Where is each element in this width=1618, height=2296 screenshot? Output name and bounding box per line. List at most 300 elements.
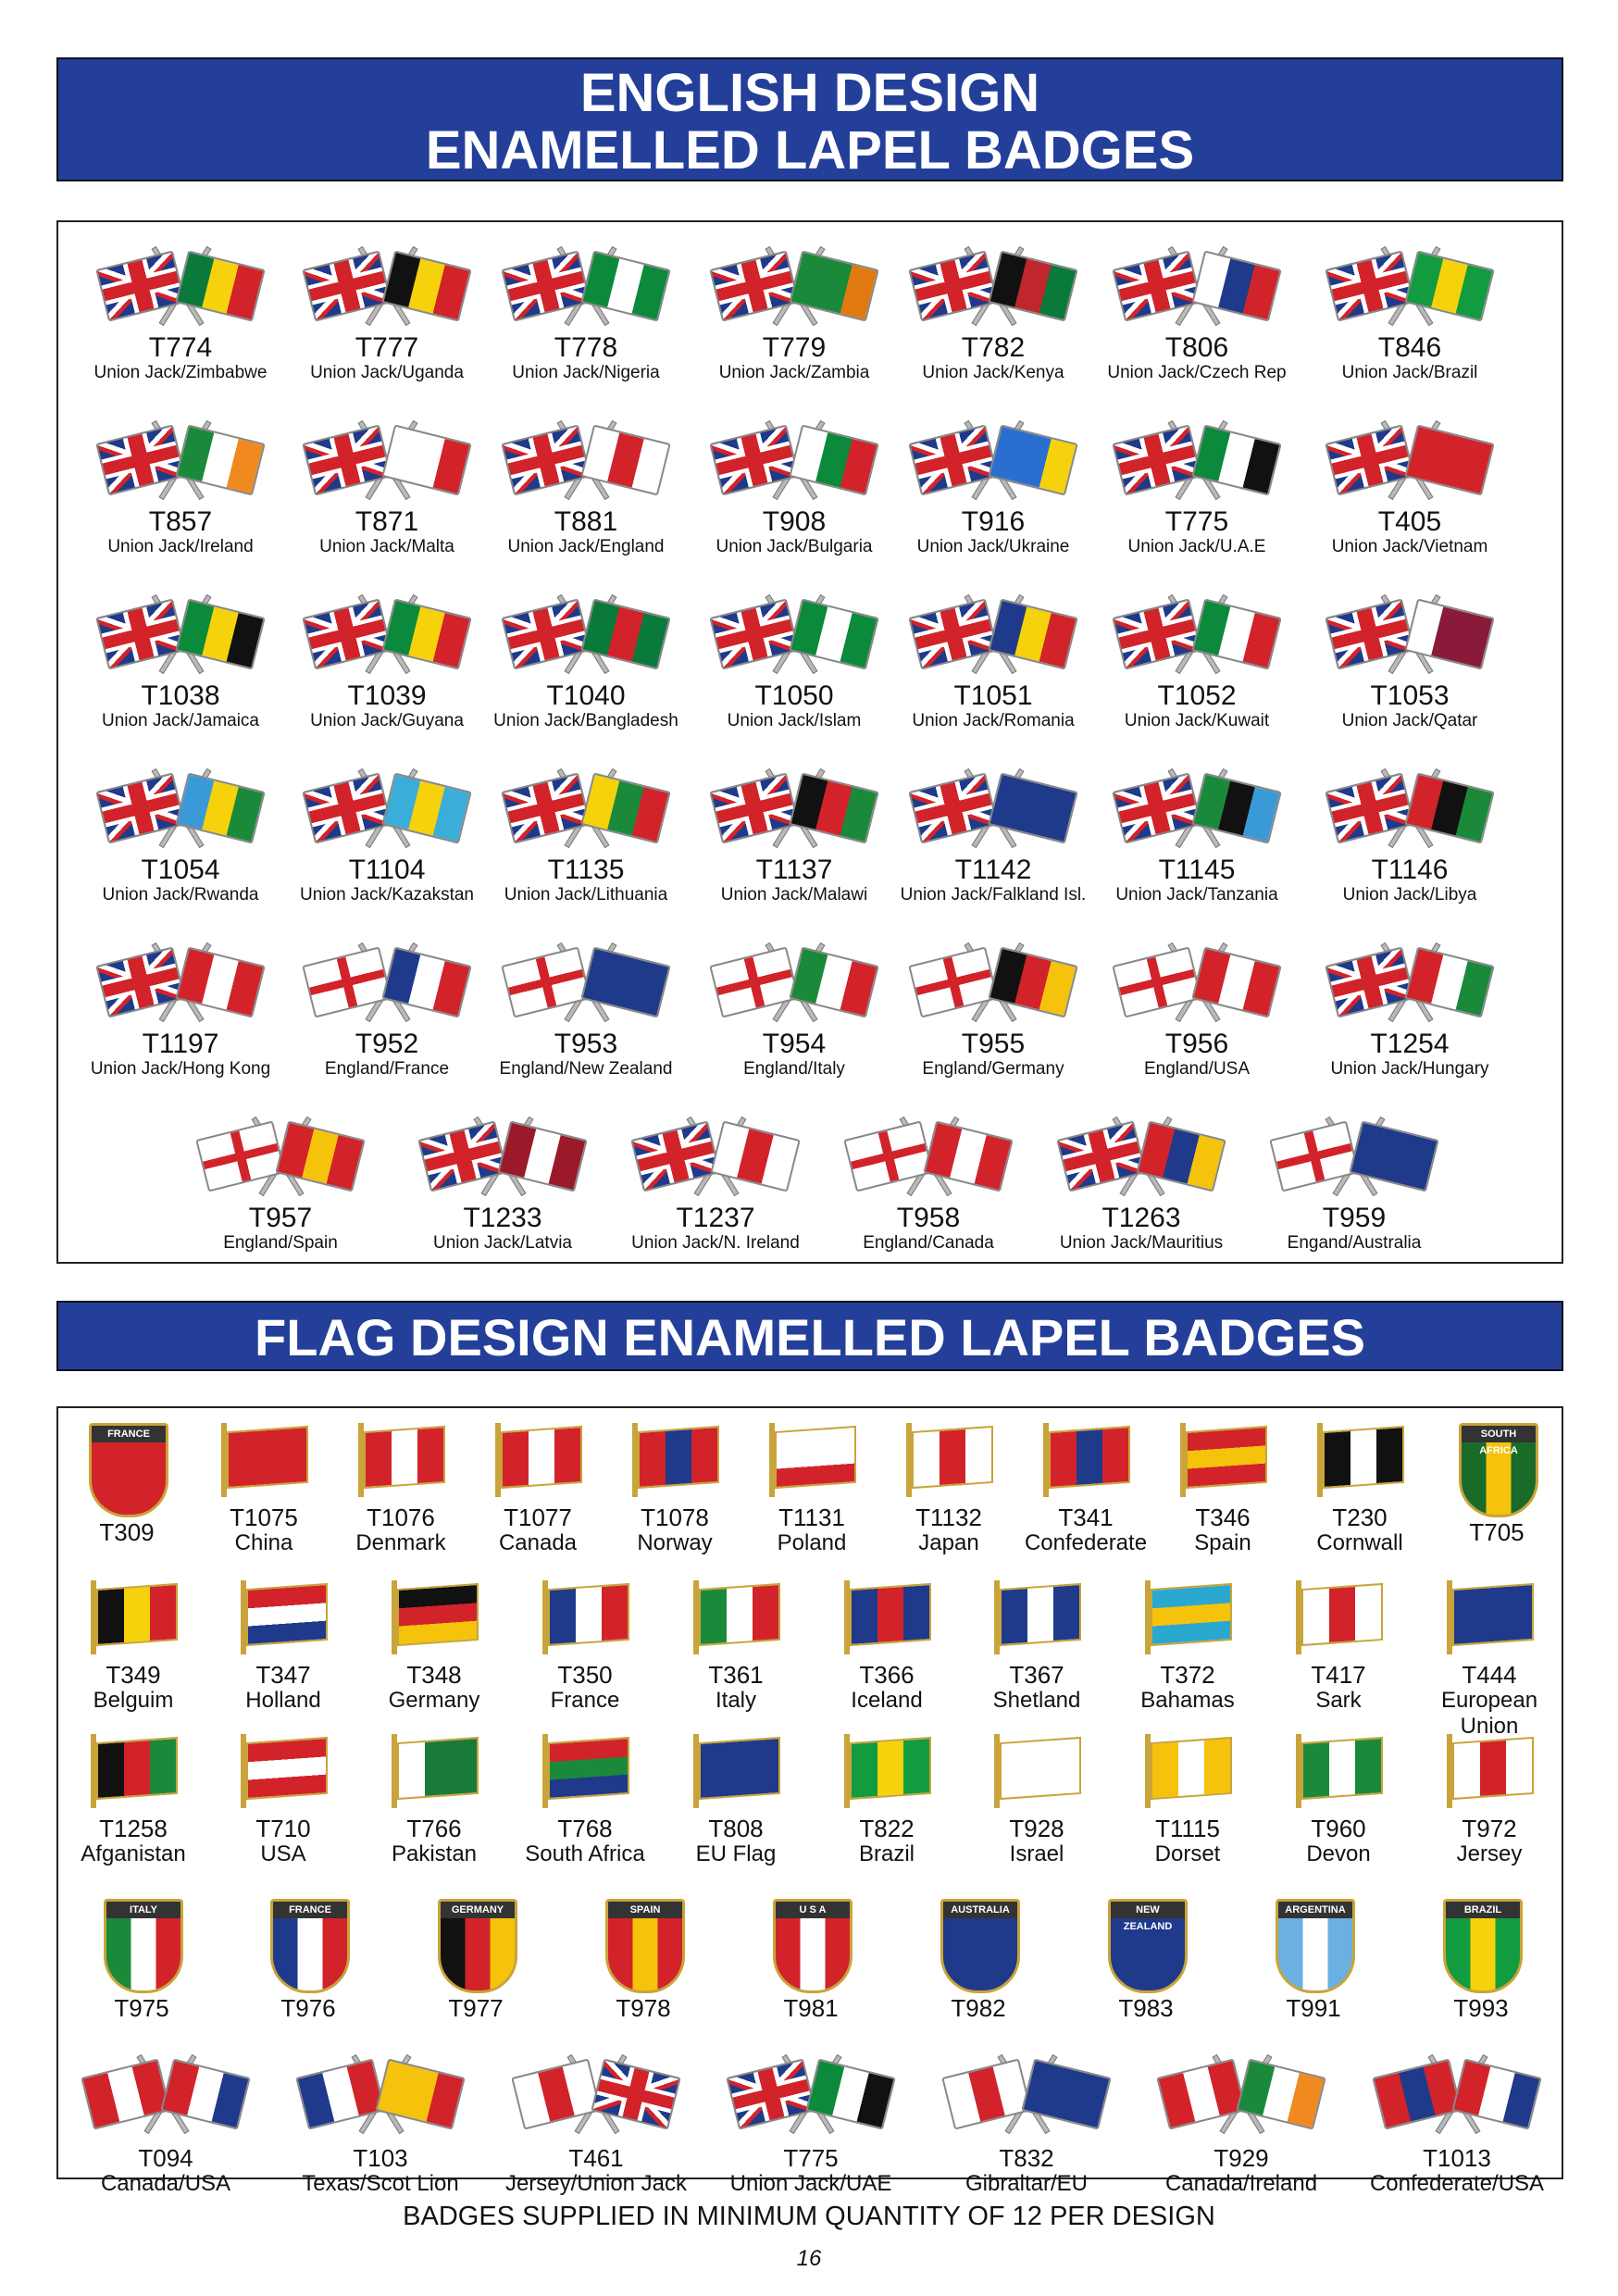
- badge-item: [475, 937, 697, 1079]
- flag: [850, 1737, 931, 1800]
- crossed-flags-badge-image: [1114, 589, 1280, 678]
- right-flag: [175, 946, 265, 1017]
- crossed-flags-badge-image: [503, 937, 669, 1026]
- badge-item: [812, 1580, 962, 1714]
- flag: [699, 1737, 780, 1800]
- flag: [1186, 1426, 1267, 1489]
- shield-body: [940, 1899, 1020, 1993]
- shield-label: ITALY: [106, 1902, 180, 1918]
- badge-code: T347: [255, 1661, 311, 1689]
- badge-code: T1075: [230, 1504, 298, 1531]
- badge-code: T444: [1462, 1661, 1517, 1689]
- banner-title-line1: ENGLISH DESIGN: [579, 63, 1040, 123]
- flag: [699, 1583, 780, 1646]
- shield-badge-image: [940, 1899, 1016, 1991]
- badge-item: [1414, 1580, 1564, 1740]
- badge-code: T405: [1377, 506, 1442, 537]
- badge-code: T1233: [463, 1203, 542, 1233]
- flag-badge-image: [765, 1423, 858, 1497]
- section2-title: FLAG DESIGN ENAMELLED LAPEL BADGES: [255, 1308, 1365, 1366]
- shield-body: [270, 1899, 350, 1993]
- badge-item: [169, 1111, 392, 1254]
- flag-badge-image: [237, 1734, 330, 1808]
- right-flag: [1191, 250, 1281, 321]
- crossed-flags-badge-image: [711, 241, 877, 330]
- badge-code: T1254: [1370, 1029, 1450, 1059]
- badge-description: England/Italy: [743, 1059, 845, 1079]
- crossed-flags-badge-image: [297, 2049, 464, 2138]
- badge-item: [1086, 589, 1308, 731]
- crossed-flags-badge-image: [1158, 2049, 1325, 2138]
- flag: [850, 1583, 931, 1646]
- crossed-flags-badge-image: [304, 241, 470, 330]
- shield-label: ARGENTINA: [1278, 1902, 1352, 1918]
- right-flag: [1404, 772, 1494, 843]
- shield-badge-image: [89, 1423, 165, 1516]
- crossed-flags-badge-image: [503, 241, 669, 330]
- flag: [397, 1583, 479, 1646]
- badge-code: T361: [708, 1661, 764, 1689]
- badge-item: [1263, 1734, 1413, 1867]
- badge-code: T916: [961, 506, 1026, 537]
- badge-item: [489, 2049, 703, 2197]
- right-flag: [1451, 2058, 1541, 2129]
- flag-badge-image: [990, 1734, 1083, 1808]
- badge-description: Union Jack/Hungary: [1330, 1059, 1489, 1079]
- right-flag: [381, 424, 471, 495]
- crossed-flags-badge-image: [845, 1111, 1012, 1200]
- badge-code: T1258: [99, 1815, 168, 1842]
- flag: [227, 1426, 308, 1489]
- right-flag: [1191, 598, 1281, 669]
- badge-item: [817, 1111, 1039, 1254]
- badge-item: [58, 2049, 273, 2197]
- badge-code: T953: [554, 1029, 618, 1059]
- badge-code: T881: [554, 506, 618, 537]
- badge-item: [882, 937, 1104, 1079]
- badge-code: T955: [961, 1029, 1026, 1059]
- badge-item: [1113, 1580, 1263, 1714]
- badge-description: England/Spain: [223, 1233, 338, 1253]
- badge-item: [880, 1423, 1017, 1556]
- badge-description: Devon: [1306, 1841, 1371, 1866]
- badge-item: [58, 1423, 195, 1545]
- badge-code: T103: [353, 2144, 408, 2172]
- badge-item: [1113, 1734, 1263, 1867]
- right-flag: [988, 424, 1077, 495]
- right-flag: [375, 2058, 465, 2129]
- badge-description: Union Jack/Kenya: [922, 363, 1064, 382]
- badge-description: Japan: [918, 1530, 979, 1555]
- right-flag: [160, 2058, 250, 2129]
- crossed-flags-badge-image: [910, 415, 1077, 504]
- shield-badge-image: [1276, 1899, 1351, 1991]
- right-flag: [1021, 2058, 1111, 2129]
- crossed-flags-badge-image: [632, 1111, 799, 1200]
- badge-code: T1054: [141, 855, 220, 885]
- badge-item: [276, 241, 498, 383]
- flag-badge-image: [539, 1580, 631, 1654]
- badge-item: [1086, 763, 1308, 905]
- shield-label: GERMANY: [441, 1902, 515, 1918]
- badge-description: Spain: [1194, 1530, 1251, 1555]
- badge-description: England/New Zealand: [499, 1059, 673, 1079]
- badge-code: T981: [783, 1994, 839, 2022]
- badge-code: T972: [1462, 1815, 1517, 1842]
- flag: [775, 1426, 856, 1489]
- flag-design-banner: [56, 1301, 1563, 1371]
- right-flag: [1191, 946, 1281, 1017]
- crossed-flags-badge-image: [1271, 1111, 1438, 1200]
- shield-badge-image: [605, 1899, 681, 1991]
- badge-code: T1132: [915, 1504, 982, 1531]
- badge-code: T094: [138, 2144, 193, 2172]
- badge-item: [1299, 241, 1521, 383]
- badge-description: Germany: [388, 1688, 480, 1713]
- badge-code: T779: [762, 332, 827, 363]
- crossed-flags-badge-image: [711, 763, 877, 852]
- shield-badge-image: [104, 1899, 180, 1991]
- badge-item: [683, 763, 905, 905]
- flag-badge-image: [1292, 1580, 1385, 1654]
- badge-code: T1052: [1157, 680, 1237, 711]
- flag: [638, 1426, 719, 1489]
- flag-badge-image: [1039, 1423, 1132, 1497]
- badge-description: Dorset: [1154, 1841, 1221, 1866]
- badge-description: Union Jack/Ukraine: [916, 537, 1070, 556]
- badge-code: T808: [708, 1815, 764, 1842]
- badge-code: T982: [951, 1994, 1006, 2022]
- flag: [1049, 1426, 1130, 1489]
- badge-item: [683, 937, 905, 1079]
- flag: [548, 1583, 629, 1646]
- badge-item: [475, 241, 697, 383]
- right-flag: [789, 772, 878, 843]
- badge-code: T978: [616, 1994, 671, 2022]
- badge-item: [392, 1899, 559, 2021]
- badge-description: South Africa: [525, 1841, 645, 1866]
- right-flag: [175, 598, 265, 669]
- badge-item: [475, 589, 697, 731]
- crossed-flags-badge-image: [910, 589, 1077, 678]
- right-flag: [580, 250, 670, 321]
- badge-code: T959: [1322, 1203, 1387, 1233]
- badge-description: England/Canada: [863, 1233, 994, 1253]
- crossed-flags-badge-image: [711, 589, 877, 678]
- badge-description: England/France: [324, 1059, 450, 1079]
- badge-code: T341: [1058, 1504, 1114, 1531]
- badge-item: [1086, 415, 1308, 557]
- shield-body: [89, 1423, 168, 1517]
- flag: [246, 1583, 328, 1646]
- badge-code: T983: [1118, 1994, 1174, 2022]
- flag-badge-image: [1443, 1734, 1536, 1808]
- shield-badge-image: [270, 1899, 346, 1991]
- badge-description: Union Jack/Latvia: [433, 1233, 572, 1253]
- badge-item: [208, 1734, 358, 1867]
- right-flag: [789, 250, 878, 321]
- badge-description: Norway: [637, 1530, 713, 1555]
- badge-code: T928: [1009, 1815, 1064, 1842]
- badge-description: Union Jack/Nigeria: [512, 363, 660, 382]
- badge-code: T1146: [1371, 855, 1449, 885]
- right-flag: [1349, 1120, 1438, 1192]
- flag-badge-image: [629, 1423, 721, 1497]
- flag-badge-image: [1141, 1734, 1234, 1808]
- flag: [548, 1737, 629, 1800]
- badge-code: T976: [280, 1994, 336, 2022]
- crossed-flags-badge-image: [1326, 589, 1493, 678]
- badge-item: [359, 1734, 509, 1867]
- right-flag: [381, 598, 471, 669]
- badge-item: [1243, 1111, 1465, 1254]
- right-flag: [789, 598, 878, 669]
- badge-description: Union Jack/Jamaica: [101, 711, 260, 730]
- crossed-flags-badge-image: [304, 763, 470, 852]
- right-flag: [1236, 2058, 1326, 2129]
- crossed-flags-badge-image: [943, 2049, 1110, 2138]
- right-flag: [175, 250, 265, 321]
- badge-item: [276, 937, 498, 1079]
- badge-code: T958: [896, 1203, 961, 1233]
- right-flag: [580, 424, 670, 495]
- badge-item: [882, 415, 1104, 557]
- badge-item: [1299, 589, 1521, 731]
- badge-code: T372: [1160, 1661, 1215, 1689]
- badge-description: Union Jack/Malawi: [720, 885, 868, 905]
- badge-code: T929: [1214, 2144, 1269, 2172]
- badge-description: USA: [260, 1841, 306, 1866]
- badge-description: Union Jack/Hong Kong: [90, 1059, 271, 1079]
- flag: [1000, 1737, 1081, 1800]
- flag-badge-image: [388, 1580, 480, 1654]
- badge-description: Iceland: [851, 1688, 923, 1713]
- flag: [1151, 1583, 1232, 1646]
- shield-body: [605, 1899, 685, 1993]
- badge-code: T956: [1164, 1029, 1229, 1059]
- badge-code: T766: [406, 1815, 462, 1842]
- right-flag: [497, 1120, 587, 1192]
- shield-body: [773, 1899, 853, 1993]
- badge-description: Union Jack/Bulgaria: [716, 537, 873, 556]
- badge-item: [1086, 937, 1308, 1079]
- badge-item: [962, 1734, 1112, 1867]
- badge-code: T1050: [754, 680, 834, 711]
- badge-description: Denmark: [355, 1530, 446, 1555]
- flag: [1452, 1583, 1534, 1646]
- badge-description: Union Jack/Mauritius: [1059, 1233, 1224, 1253]
- badge-item: [606, 1423, 743, 1556]
- flag-badges-panel: [56, 1406, 1563, 2196]
- badge-description: Confederate: [1024, 1530, 1148, 1555]
- right-flag: [1191, 424, 1281, 495]
- right-flag: [580, 598, 670, 669]
- badge-description: Union Jack/England: [507, 537, 665, 556]
- flag: [1301, 1583, 1383, 1646]
- badge-description: Union Jack/Tanzania: [1115, 885, 1278, 905]
- badge-description: France: [550, 1688, 620, 1713]
- badge-item: [276, 415, 498, 557]
- shield-label: SPAIN: [608, 1902, 682, 1918]
- crossed-flags-badge-image: [97, 937, 264, 1026]
- right-flag: [789, 946, 878, 1017]
- right-flag: [580, 772, 670, 843]
- badge-item: [510, 1580, 660, 1714]
- right-flag: [580, 946, 670, 1017]
- badge-code: T1076: [367, 1504, 435, 1531]
- flag-badge-image: [690, 1580, 782, 1654]
- badge-code: T1142: [954, 855, 1032, 885]
- badge-description: Jersey/Union Jack: [504, 2171, 688, 2196]
- badge-description: Canada: [498, 1530, 578, 1555]
- badge-item: [69, 763, 292, 905]
- right-flag: [1404, 946, 1494, 1017]
- crossed-flags-badge-image: [419, 1111, 586, 1200]
- right-flag: [1191, 772, 1281, 843]
- badge-item: [273, 2049, 488, 2197]
- badge-code: T954: [762, 1029, 827, 1059]
- badge-item: [208, 1580, 358, 1714]
- badge-item: [69, 937, 292, 1079]
- badge-code: T230: [1332, 1504, 1388, 1531]
- badge-item: [882, 763, 1104, 905]
- badge-code: T991: [1286, 1994, 1341, 2022]
- badge-description: Afganistan: [81, 1841, 186, 1866]
- right-flag: [789, 424, 878, 495]
- badge-description: England/USA: [1143, 1059, 1251, 1079]
- crossed-flags-badge-image: [304, 589, 470, 678]
- badge-code: T1115: [1155, 1815, 1220, 1842]
- badge-item: [475, 763, 697, 905]
- badge-code: T960: [1311, 1815, 1366, 1842]
- flag-badge-image: [840, 1734, 933, 1808]
- badge-item: [359, 1580, 509, 1714]
- right-flag: [988, 772, 1077, 843]
- flag: [1151, 1737, 1232, 1800]
- right-flag: [988, 598, 1077, 669]
- right-flag: [988, 946, 1077, 1017]
- banner-title-line2: ENAMELLED LAPEL BADGES: [425, 120, 1195, 181]
- badge-description: Canada/Ireland: [1164, 2171, 1318, 2196]
- badge-item: [683, 241, 905, 383]
- badge-item: [895, 1899, 1062, 2021]
- badge-description: Union Jack/Libya: [1342, 885, 1477, 905]
- badge-description: Engand/Australia: [1287, 1233, 1422, 1253]
- right-flag: [1404, 250, 1494, 321]
- badge-description: Italy: [715, 1688, 756, 1713]
- badge-code: T1013: [1423, 2144, 1491, 2172]
- badge-description: Holland: [245, 1688, 321, 1713]
- shield-label: U S A: [776, 1902, 850, 1918]
- badge-item: [962, 1580, 1112, 1714]
- crossed-flags-badge-image: [304, 937, 470, 1026]
- badge-description: Union Jack/U.A.E: [1127, 537, 1266, 556]
- badge-item: [1263, 1580, 1413, 1714]
- badge-description: Union Jack/Zambia: [718, 363, 870, 382]
- badge-code: T768: [557, 1815, 613, 1842]
- badge-item: [743, 1423, 880, 1556]
- crossed-flags-badge-image: [1058, 1111, 1225, 1200]
- crossed-flags-badge-image: [503, 589, 669, 678]
- crossed-flags-badge-image: [1374, 2049, 1540, 2138]
- badge-description: Union Jack/Brazil: [1341, 363, 1478, 382]
- shield-badge-image: [1443, 1899, 1519, 1991]
- english-design-banner: [56, 57, 1563, 181]
- badge-item: [332, 1423, 469, 1556]
- crossed-flags-badge-image: [197, 1111, 364, 1200]
- badge-code: T349: [106, 1661, 161, 1689]
- badge-code: T775: [1164, 506, 1229, 537]
- flag-badge-image: [237, 1580, 330, 1654]
- flag: [1000, 1583, 1081, 1646]
- crossed-flags-badge-image: [1326, 763, 1493, 852]
- badge-item: [683, 589, 905, 731]
- crossed-flags-badge-image: [97, 589, 264, 678]
- badge-item: [1030, 1111, 1252, 1254]
- badge-code: T1197: [142, 1029, 219, 1059]
- badge-code: T1053: [1370, 680, 1450, 711]
- badge-item: [683, 415, 905, 557]
- badge-item: [276, 763, 498, 905]
- badge-description: Bahamas: [1140, 1688, 1235, 1713]
- badge-description: Union Jack/Czech Rep: [1107, 363, 1287, 382]
- badge-code: T309: [99, 1518, 155, 1546]
- shield-label: AUSTRALIA: [943, 1902, 1017, 1918]
- right-flag: [1404, 598, 1494, 669]
- shield-body: [438, 1899, 517, 1993]
- shield-label: BRAZIL: [1446, 1902, 1520, 1918]
- badge-description: Union Jack/Vietnam: [1331, 537, 1488, 556]
- badge-item: [469, 1423, 606, 1556]
- badge-item: [1063, 1899, 1229, 2021]
- flag: [397, 1737, 479, 1800]
- crossed-flags-badge-image: [1114, 241, 1280, 330]
- badge-item: [1398, 1899, 1564, 2021]
- badge-code: T1131: [778, 1504, 845, 1531]
- flag-badge-image: [388, 1734, 480, 1808]
- flag-badge-image: [690, 1734, 782, 1808]
- badge-description: Gibraltar/EU: [965, 2171, 1089, 2196]
- crossed-flags-badge-image: [910, 763, 1077, 852]
- right-flag: [988, 250, 1077, 321]
- badge-description: Union Jack/Malta: [319, 537, 454, 556]
- flag: [912, 1426, 993, 1489]
- badge-item: [1414, 1734, 1564, 1867]
- crossed-flags-badge-image: [1114, 415, 1280, 504]
- badge-code: T908: [762, 506, 827, 537]
- badge-code: T1039: [347, 680, 427, 711]
- badge-code: T777: [355, 332, 419, 363]
- flag-badge-image: [1141, 1580, 1234, 1654]
- right-flag: [805, 2058, 895, 2129]
- badge-item: [475, 415, 697, 557]
- badge-description: Confederate/USA: [1369, 2171, 1545, 2196]
- flag-badge-image: [1176, 1423, 1269, 1497]
- badge-description: Union Jack/Kazakstan: [300, 885, 474, 905]
- badge-code: T1078: [641, 1504, 709, 1531]
- crossed-flags-badge-image: [711, 937, 877, 1026]
- badge-code: T1104: [348, 855, 426, 885]
- right-flag: [175, 424, 265, 495]
- badge-item: [703, 2049, 918, 2197]
- badge-description: Union Jack/Falkland Isl.: [900, 885, 1087, 905]
- badge-description: Canada/USA: [100, 2171, 231, 2196]
- right-flag: [923, 1120, 1013, 1192]
- badge-description: Texas/Scot Lion: [302, 2171, 459, 2196]
- shield-label: FRANCE: [273, 1902, 347, 1918]
- badge-item: [1017, 1423, 1154, 1556]
- crossed-flags-badge-image: [910, 937, 1077, 1026]
